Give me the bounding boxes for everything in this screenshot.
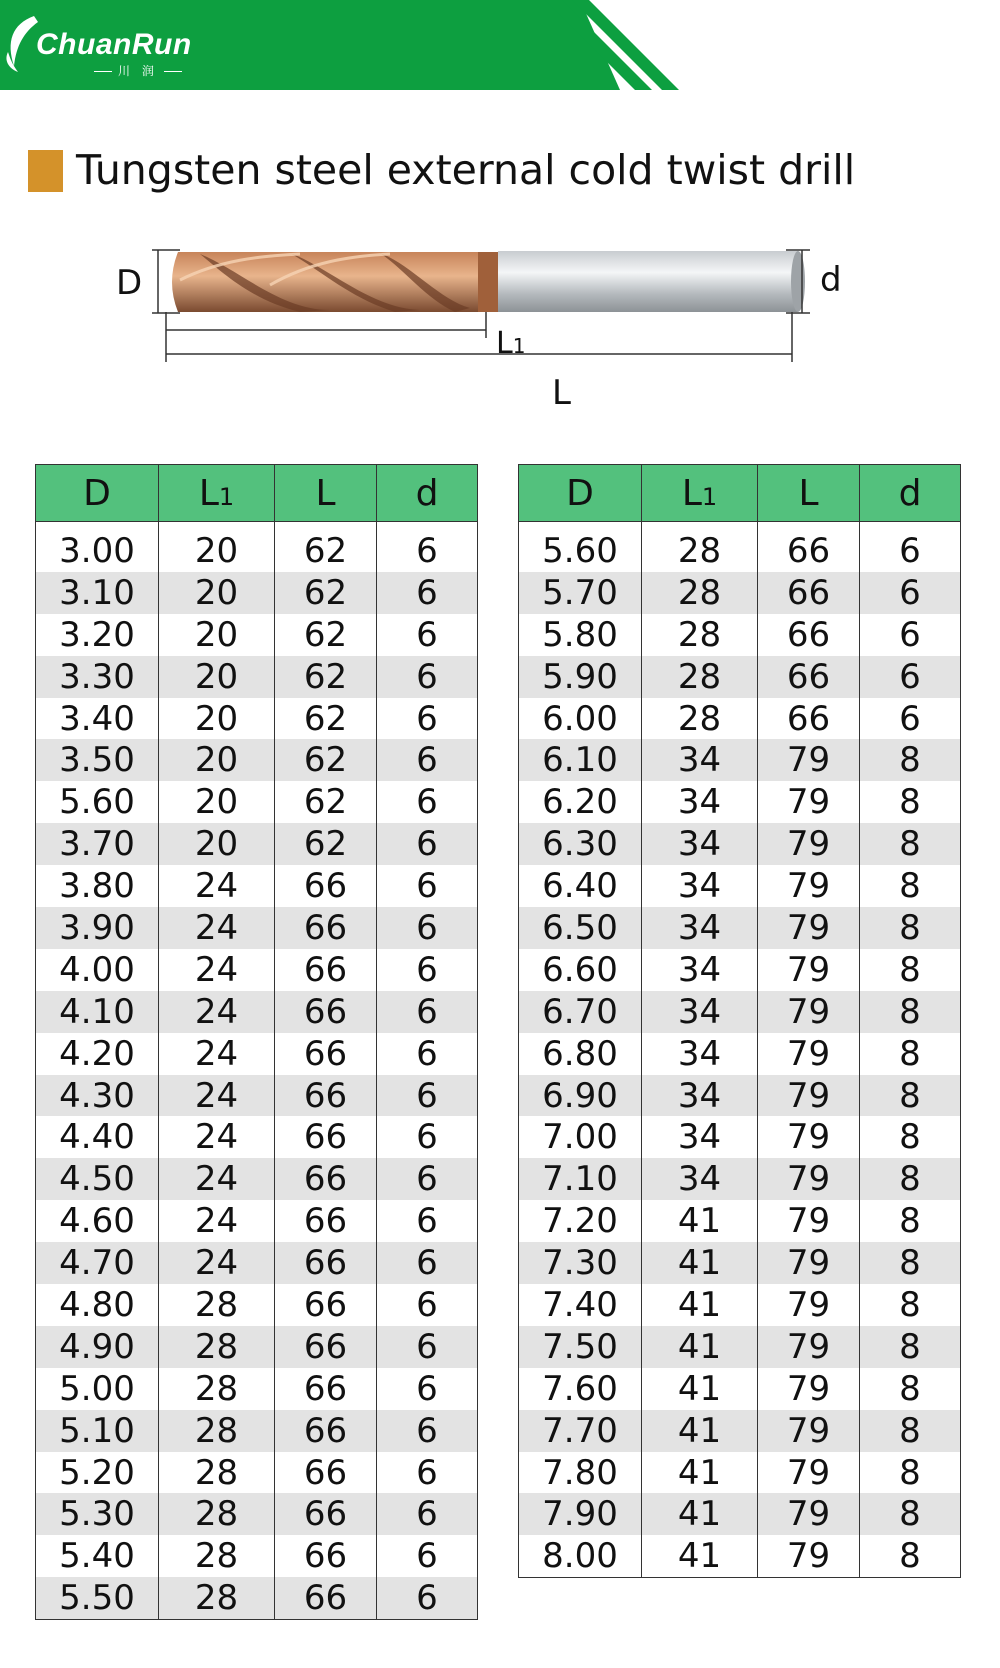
cell-L: 66 <box>275 949 377 991</box>
spec-table-left <box>35 464 478 1620</box>
header-D: D <box>519 465 642 522</box>
header-L: L <box>758 465 860 522</box>
cell-L: 66 <box>275 991 377 1033</box>
cell-D: 3.90 <box>36 907 159 949</box>
cell-L: 79 <box>758 1033 860 1075</box>
cell-L: 79 <box>758 1200 860 1242</box>
cell-L: 79 <box>758 1493 860 1535</box>
cell-L1: 24 <box>159 1242 275 1284</box>
cell-D: 3.80 <box>36 865 159 907</box>
cell-d: 8 <box>860 1033 961 1075</box>
cell-d: 6 <box>860 572 961 614</box>
cell-d: 8 <box>860 1368 961 1410</box>
cell-L1: 28 <box>159 1284 275 1326</box>
cell-L1: 41 <box>642 1535 758 1577</box>
table-row <box>36 907 478 949</box>
cell-L: 66 <box>275 1242 377 1284</box>
cell-d: 8 <box>860 823 961 865</box>
table-row <box>519 1284 961 1326</box>
cell-L: 66 <box>758 522 860 572</box>
cell-L: 62 <box>275 739 377 781</box>
brand-name: ChuanRun <box>36 28 192 61</box>
cell-L: 79 <box>758 1242 860 1284</box>
cell-L: 66 <box>275 907 377 949</box>
cell-D: 5.10 <box>36 1410 159 1452</box>
cell-L1: 28 <box>159 1326 275 1368</box>
table-row <box>36 572 478 614</box>
table-row <box>519 991 961 1033</box>
cell-D: 7.60 <box>519 1368 642 1410</box>
cell-L1: 34 <box>642 781 758 823</box>
cell-d: 8 <box>860 865 961 907</box>
cell-L: 66 <box>275 1075 377 1117</box>
table-row <box>36 1284 478 1326</box>
cell-L: 66 <box>275 1284 377 1326</box>
cell-L1: 34 <box>642 739 758 781</box>
cell-L: 66 <box>275 1368 377 1410</box>
cell-d: 6 <box>377 1410 478 1452</box>
cell-d: 6 <box>377 949 478 991</box>
table-row <box>519 614 961 656</box>
cell-D: 5.50 <box>36 1577 159 1619</box>
cell-L1: 34 <box>642 823 758 865</box>
cell-d: 8 <box>860 1200 961 1242</box>
cell-L1: 34 <box>642 949 758 991</box>
spec-table-right <box>518 464 961 1578</box>
cell-D: 4.70 <box>36 1242 159 1284</box>
table-header-row <box>36 465 478 522</box>
cell-L: 66 <box>275 1033 377 1075</box>
cell-D: 5.00 <box>36 1368 159 1410</box>
cell-L: 66 <box>275 865 377 907</box>
cell-L: 79 <box>758 865 860 907</box>
cell-d: 6 <box>377 1368 478 1410</box>
cell-L1: 41 <box>642 1452 758 1494</box>
cell-d: 6 <box>377 865 478 907</box>
table-row <box>36 865 478 907</box>
table-row <box>519 739 961 781</box>
header-L1: L1 <box>642 465 758 522</box>
cell-D: 4.30 <box>36 1075 159 1117</box>
cell-L: 66 <box>275 1535 377 1577</box>
cell-L1: 28 <box>642 614 758 656</box>
cell-d: 6 <box>377 656 478 698</box>
cell-D: 6.20 <box>519 781 642 823</box>
table-row <box>519 865 961 907</box>
cell-D: 5.20 <box>36 1452 159 1494</box>
cell-d: 8 <box>860 907 961 949</box>
table-row <box>36 614 478 656</box>
cell-d: 6 <box>377 1200 478 1242</box>
cell-d: 6 <box>377 698 478 740</box>
cell-d: 8 <box>860 1284 961 1326</box>
cell-d: 6 <box>377 1075 478 1117</box>
table-row <box>36 949 478 991</box>
cell-L: 79 <box>758 781 860 823</box>
cell-L: 62 <box>275 614 377 656</box>
cell-D: 3.70 <box>36 823 159 865</box>
cell-L1: 41 <box>642 1284 758 1326</box>
page-title: Tungsten steel external cold twist drill <box>76 146 856 194</box>
label-d: d <box>820 260 842 300</box>
title-marker <box>28 150 63 192</box>
cell-L: 62 <box>275 656 377 698</box>
cell-D: 6.60 <box>519 949 642 991</box>
table-row <box>36 1033 478 1075</box>
cell-L: 79 <box>758 991 860 1033</box>
cell-d: 6 <box>377 823 478 865</box>
cell-D: 3.00 <box>36 522 159 572</box>
table-row <box>36 1116 478 1158</box>
cell-d: 6 <box>377 1493 478 1535</box>
cell-L: 66 <box>758 698 860 740</box>
table-row <box>36 1242 478 1284</box>
cell-L: 66 <box>758 614 860 656</box>
cell-d: 6 <box>377 1535 478 1577</box>
table-row <box>519 1410 961 1452</box>
cell-L: 66 <box>275 1326 377 1368</box>
cell-D: 5.80 <box>519 614 642 656</box>
label-L: L <box>552 373 571 413</box>
cell-L1: 41 <box>642 1200 758 1242</box>
cell-d: 8 <box>860 1452 961 1494</box>
drill-shank <box>498 251 805 312</box>
table-row <box>519 1326 961 1368</box>
cell-L1: 28 <box>642 698 758 740</box>
cell-D: 6.00 <box>519 698 642 740</box>
cell-L1: 34 <box>642 865 758 907</box>
cell-d: 6 <box>377 739 478 781</box>
table-row <box>36 1200 478 1242</box>
cell-L: 62 <box>275 698 377 740</box>
cell-L: 79 <box>758 949 860 991</box>
cell-L1: 34 <box>642 1158 758 1200</box>
cell-L1: 24 <box>159 1200 275 1242</box>
cell-L1: 20 <box>159 656 275 698</box>
cell-D: 4.40 <box>36 1116 159 1158</box>
cell-L1: 28 <box>642 572 758 614</box>
cell-d: 6 <box>377 1158 478 1200</box>
cell-L1: 28 <box>159 1535 275 1577</box>
cell-D: 7.00 <box>519 1116 642 1158</box>
cell-L1: 34 <box>642 907 758 949</box>
cell-D: 7.90 <box>519 1493 642 1535</box>
table-row <box>36 1326 478 1368</box>
brand-subtitle: 川 润 <box>88 62 188 79</box>
cell-D: 7.70 <box>519 1410 642 1452</box>
cell-L1: 20 <box>159 522 275 572</box>
table-row <box>36 656 478 698</box>
table-row <box>519 1242 961 1284</box>
cell-D: 5.60 <box>36 781 159 823</box>
cell-d: 6 <box>377 1116 478 1158</box>
cell-L1: 20 <box>159 823 275 865</box>
cell-d: 8 <box>860 949 961 991</box>
cell-L1: 41 <box>642 1493 758 1535</box>
cell-L: 66 <box>275 1116 377 1158</box>
cell-L1: 20 <box>159 698 275 740</box>
cell-L1: 20 <box>159 781 275 823</box>
cell-D: 5.90 <box>519 656 642 698</box>
cell-d: 6 <box>377 1242 478 1284</box>
table-row <box>36 1535 478 1577</box>
cell-D: 6.90 <box>519 1075 642 1117</box>
cell-L: 79 <box>758 1075 860 1117</box>
cell-D: 4.10 <box>36 991 159 1033</box>
table-row <box>519 1033 961 1075</box>
cell-d: 6 <box>860 656 961 698</box>
cell-D: 4.60 <box>36 1200 159 1242</box>
table-row <box>519 656 961 698</box>
cell-d: 8 <box>860 1075 961 1117</box>
cell-L1: 24 <box>159 1075 275 1117</box>
table-row <box>36 991 478 1033</box>
cell-d: 8 <box>860 991 961 1033</box>
cell-L: 79 <box>758 1284 860 1326</box>
cell-D: 3.50 <box>36 739 159 781</box>
cell-D: 7.30 <box>519 1242 642 1284</box>
cell-L1: 41 <box>642 1242 758 1284</box>
cell-L1: 28 <box>159 1410 275 1452</box>
table-row <box>36 1410 478 1452</box>
cell-D: 3.20 <box>36 614 159 656</box>
table-row <box>519 907 961 949</box>
cell-L1: 24 <box>159 865 275 907</box>
table-row <box>519 1493 961 1535</box>
cell-d: 6 <box>377 614 478 656</box>
cell-D: 4.00 <box>36 949 159 991</box>
cell-L: 79 <box>758 1410 860 1452</box>
cell-L: 79 <box>758 1452 860 1494</box>
cell-d: 8 <box>860 1116 961 1158</box>
table-row <box>519 572 961 614</box>
header-L: L <box>275 465 377 522</box>
header-d: d <box>860 465 961 522</box>
cell-d: 8 <box>860 781 961 823</box>
cell-L: 66 <box>275 1410 377 1452</box>
table-row <box>36 781 478 823</box>
cell-L1: 24 <box>159 1033 275 1075</box>
cell-L1: 28 <box>642 522 758 572</box>
table-row <box>519 1368 961 1410</box>
cell-d: 6 <box>377 1452 478 1494</box>
table-row <box>36 1158 478 1200</box>
cell-L: 79 <box>758 907 860 949</box>
cell-L: 66 <box>758 656 860 698</box>
cell-L: 66 <box>275 1452 377 1494</box>
cell-L: 62 <box>275 522 377 572</box>
dimension-L1 <box>166 312 486 338</box>
cell-L1: 28 <box>642 656 758 698</box>
cell-L: 66 <box>275 1158 377 1200</box>
cell-D: 6.10 <box>519 739 642 781</box>
table-row <box>36 1452 478 1494</box>
cell-d: 6 <box>377 907 478 949</box>
drill-diagram <box>0 240 1000 420</box>
cell-L1: 28 <box>159 1577 275 1619</box>
cell-d: 8 <box>860 1493 961 1535</box>
cell-D: 4.20 <box>36 1033 159 1075</box>
header-L1: L1 <box>159 465 275 522</box>
cell-D: 5.60 <box>519 522 642 572</box>
table-row <box>519 949 961 991</box>
table-row <box>519 1535 961 1577</box>
cell-D: 3.40 <box>36 698 159 740</box>
table-row <box>36 1493 478 1535</box>
cell-d: 6 <box>377 781 478 823</box>
cell-d: 8 <box>860 1158 961 1200</box>
cell-L1: 34 <box>642 991 758 1033</box>
cell-d: 8 <box>860 1326 961 1368</box>
cell-D: 8.00 <box>519 1535 642 1577</box>
cell-L: 79 <box>758 1535 860 1577</box>
cell-L1: 34 <box>642 1116 758 1158</box>
cell-d: 8 <box>860 1535 961 1577</box>
cell-D: 6.50 <box>519 907 642 949</box>
label-D: D <box>116 263 143 303</box>
header-d: d <box>377 465 478 522</box>
label-L1: L1 <box>496 326 526 361</box>
cell-L1: 24 <box>159 1158 275 1200</box>
table-row <box>519 522 961 572</box>
cell-d: 8 <box>860 1242 961 1284</box>
table-header-row <box>519 465 961 522</box>
cell-d: 6 <box>860 614 961 656</box>
drill-flute <box>172 252 498 312</box>
cell-d: 6 <box>377 1033 478 1075</box>
cell-L1: 24 <box>159 907 275 949</box>
cell-L: 62 <box>275 572 377 614</box>
table-row <box>519 1158 961 1200</box>
cell-D: 3.30 <box>36 656 159 698</box>
cell-d: 6 <box>377 1326 478 1368</box>
cell-D: 7.10 <box>519 1158 642 1200</box>
cell-D: 3.10 <box>36 572 159 614</box>
cell-L1: 28 <box>159 1368 275 1410</box>
dimension-L <box>166 312 792 362</box>
cell-L1: 41 <box>642 1368 758 1410</box>
cell-L: 66 <box>758 572 860 614</box>
cell-L1: 41 <box>642 1410 758 1452</box>
cell-L1: 41 <box>642 1326 758 1368</box>
cell-L1: 20 <box>159 572 275 614</box>
table-row <box>519 1200 961 1242</box>
cell-L1: 24 <box>159 991 275 1033</box>
cell-D: 6.30 <box>519 823 642 865</box>
table-row <box>519 823 961 865</box>
table-row <box>519 1452 961 1494</box>
cell-d: 6 <box>860 698 961 740</box>
table-row <box>36 698 478 740</box>
cell-D: 6.40 <box>519 865 642 907</box>
cell-D: 7.50 <box>519 1326 642 1368</box>
cell-L1: 20 <box>159 739 275 781</box>
table-row <box>36 522 478 572</box>
cell-d: 8 <box>860 1410 961 1452</box>
table-row <box>36 1075 478 1117</box>
cell-L: 79 <box>758 1116 860 1158</box>
cell-D: 7.20 <box>519 1200 642 1242</box>
cell-D: 4.80 <box>36 1284 159 1326</box>
cell-D: 5.30 <box>36 1493 159 1535</box>
cell-L: 79 <box>758 739 860 781</box>
cell-L: 66 <box>275 1577 377 1619</box>
cell-D: 6.70 <box>519 991 642 1033</box>
table-row <box>36 823 478 865</box>
cell-L1: 20 <box>159 614 275 656</box>
cell-d: 6 <box>377 522 478 572</box>
cell-L: 79 <box>758 1326 860 1368</box>
cell-L: 66 <box>275 1493 377 1535</box>
cell-d: 6 <box>377 1284 478 1326</box>
header-D: D <box>36 465 159 522</box>
table-row <box>519 1075 961 1117</box>
cell-L: 79 <box>758 1158 860 1200</box>
cell-L: 62 <box>275 781 377 823</box>
cell-d: 6 <box>860 522 961 572</box>
cell-D: 5.40 <box>36 1535 159 1577</box>
cell-D: 4.50 <box>36 1158 159 1200</box>
cell-d: 6 <box>377 991 478 1033</box>
header-banner <box>0 0 1000 90</box>
cell-D: 7.80 <box>519 1452 642 1494</box>
cell-d: 8 <box>860 739 961 781</box>
cell-L1: 28 <box>159 1493 275 1535</box>
cell-L: 62 <box>275 823 377 865</box>
cell-L: 79 <box>758 1368 860 1410</box>
table-row <box>519 1116 961 1158</box>
cell-L1: 24 <box>159 1116 275 1158</box>
cell-L1: 24 <box>159 949 275 991</box>
cell-D: 4.90 <box>36 1326 159 1368</box>
cell-D: 5.70 <box>519 572 642 614</box>
table-row <box>36 1577 478 1619</box>
cell-d: 6 <box>377 1577 478 1619</box>
table-row <box>519 781 961 823</box>
cell-D: 6.80 <box>519 1033 642 1075</box>
cell-L: 79 <box>758 823 860 865</box>
cell-L: 66 <box>275 1200 377 1242</box>
cell-L1: 28 <box>159 1452 275 1494</box>
table-row <box>36 739 478 781</box>
table-row <box>519 698 961 740</box>
cell-L1: 34 <box>642 1075 758 1117</box>
cell-D: 7.40 <box>519 1284 642 1326</box>
cell-L1: 34 <box>642 1033 758 1075</box>
cell-d: 6 <box>377 572 478 614</box>
table-row <box>36 1368 478 1410</box>
